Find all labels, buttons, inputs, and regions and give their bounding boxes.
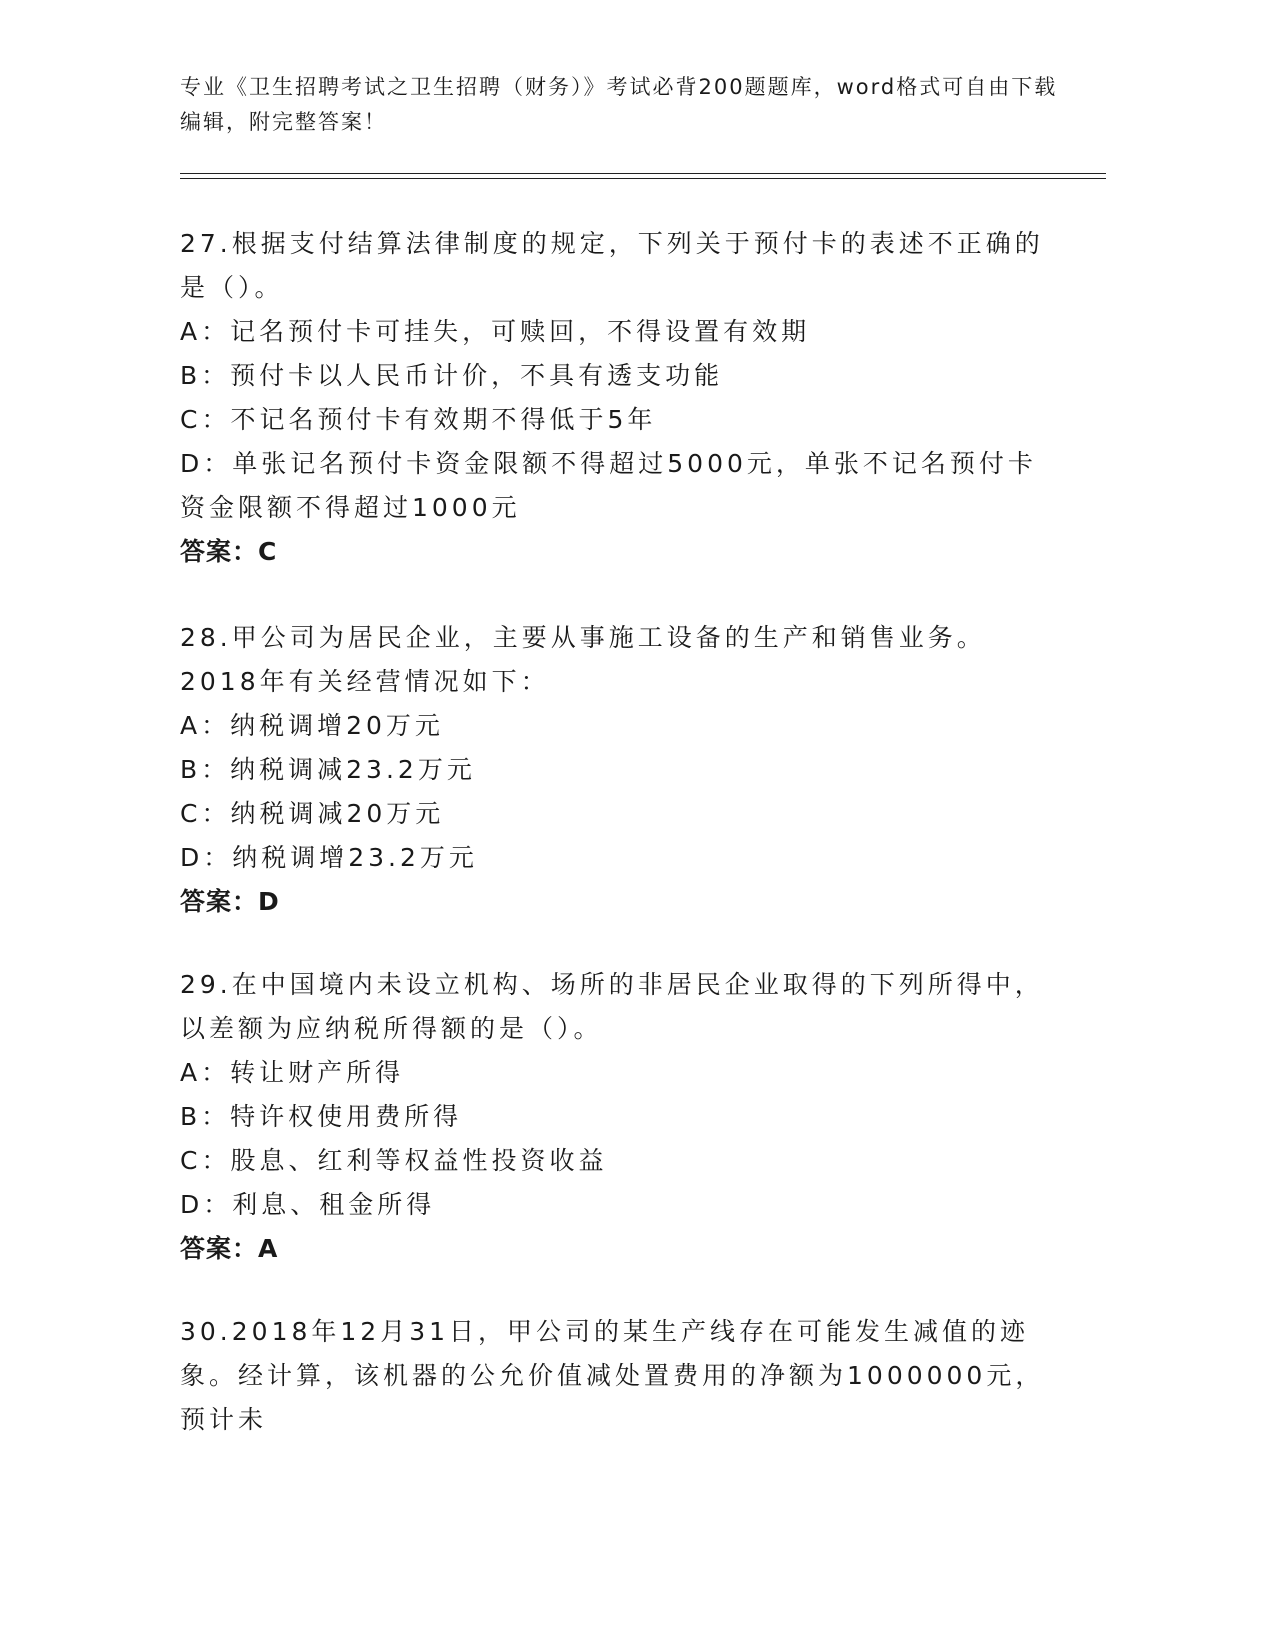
option-d: D：单张记名预付卡资金限额不得超过5000元，单张不记名预付卡资金限额不得超过1000元 <box>180 449 1037 522</box>
option-b: B：纳税调减23.2万元 <box>180 755 476 784</box>
header-divider-bottom <box>180 178 1106 179</box>
question-stem: 27.根据支付结算法律制度的规定，下列关于预付卡的表述不正确的是（）。 <box>180 229 1044 302</box>
question-28 <box>180 616 1060 924</box>
option-b: B：特许权使用费所得 <box>180 1102 463 1131</box>
question-stem: 30.2018年12月31日，甲公司的某生产线存在可能发生减值的迹象。经计算，该机器的公允价值减处置费用的净额为1000000元，预计未 <box>180 1317 1045 1434</box>
option-d: D：纳税调增23.2万元 <box>180 843 478 872</box>
option-a: A：转让财产所得 <box>180 1058 405 1087</box>
question-stem: 29.在中国境内未设立机构、场所的非居民企业取得的下列所得中，以差额为应纳税所得额的是（）。 <box>180 970 1044 1043</box>
header-divider-top <box>180 173 1106 174</box>
option-a: A：纳税调增20万元 <box>180 711 444 740</box>
option-a: A：记名预付卡可挂失，可赎回，不得设置有效期 <box>180 317 811 346</box>
answer: 答案：D <box>180 887 280 916</box>
answer: 答案：C <box>180 537 278 566</box>
question-29 <box>180 963 1060 1271</box>
option-d: D：利息、租金所得 <box>180 1190 436 1219</box>
document-header: 专业《卫生招聘考试之卫生招聘（财务）》考试必背200题题库，word格式可自由下载编辑，附完整答案！ <box>180 75 1058 134</box>
option-b: B：预付卡以人民币计价，不具有透支功能 <box>180 361 724 390</box>
question-30 <box>180 1310 1060 1442</box>
question-27 <box>180 222 1060 574</box>
option-c: C：股息、红利等权益性投资收益 <box>180 1146 608 1175</box>
option-c: C：不记名预付卡有效期不得低于5年 <box>180 405 657 434</box>
option-c: C：纳税调减20万元 <box>180 799 445 828</box>
answer: 答案：A <box>180 1234 279 1263</box>
question-stem: 28.甲公司为居民企业，主要从事施工设备的生产和销售业务。2018年有关经营情况如下： <box>180 623 986 696</box>
